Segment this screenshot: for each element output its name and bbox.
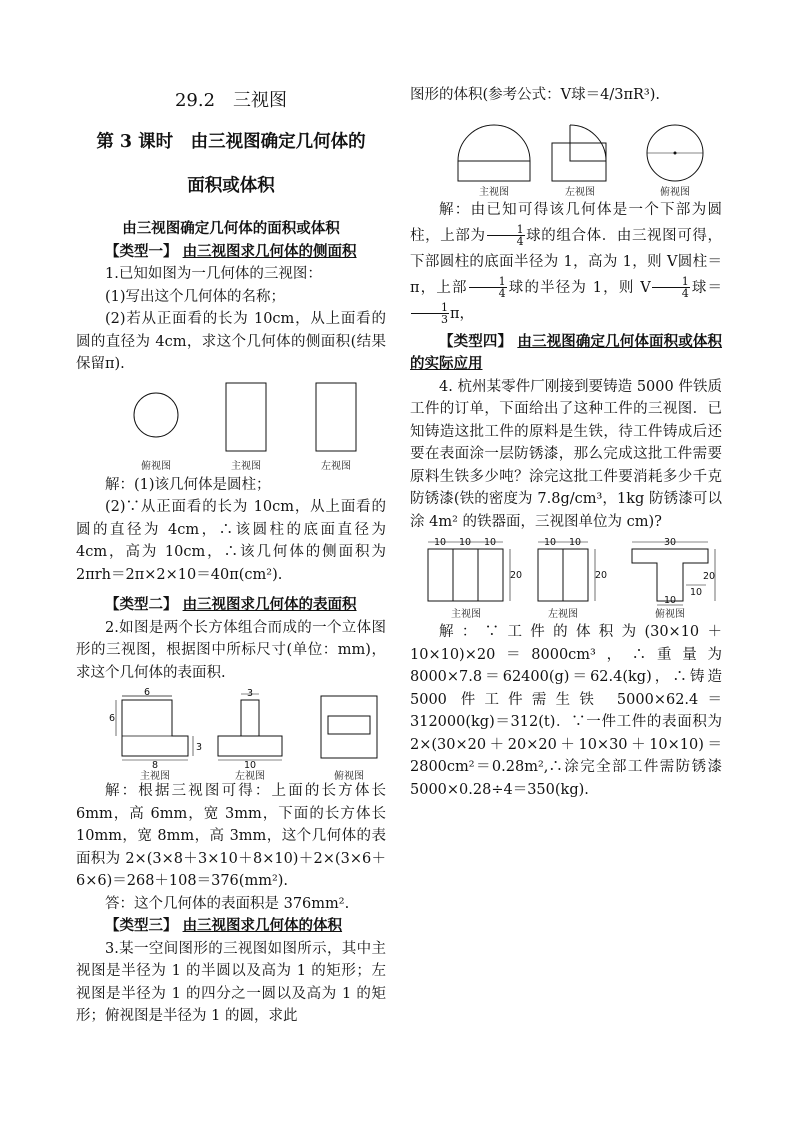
page-title: 29.2 三视图	[174, 90, 288, 111]
q4-dim-top-stem-width: 10	[663, 595, 677, 606]
q3-stem: 3.某一空间图形的三视图如图所示，其中主视图是半径为 1 的半圆以及高为 1 的矩形；左视图是半径为 1 的四分之一圆以及高为 1 的矩形；俯视图是半径为 1 的圆，求此	[76, 940, 386, 1024]
q3-caption-front: 主视图	[479, 186, 509, 197]
q3-stem-cont: 图形的体积(参考公式：V球＝4/3πR³).	[410, 87, 660, 103]
q4-front-view-rect	[428, 549, 503, 601]
q4-caption-side: 左视图	[548, 609, 578, 620]
q2-caption-top: 俯视图	[334, 771, 364, 780]
q1-stem: 1.已知如图为一几何体的三视图：	[105, 266, 322, 282]
q2-three-views-figure	[76, 688, 386, 780]
q1-solution-1: 解：(1)该几何体是圆柱；	[105, 476, 271, 493]
section-heading: 由三视图确定几何体的面积或体积	[122, 220, 340, 237]
lesson-title: 第 3 课时 由三视图确定几何体的	[96, 132, 366, 152]
q2-dim-bottom-length: 8	[151, 760, 159, 771]
q3-caption-side: 左视图	[565, 186, 595, 197]
type1-heading: 【类型一】 由三视图求几何体的侧面积	[105, 242, 357, 260]
q4-dim-top-depth: 20	[702, 571, 716, 582]
q1-part1: (1)写出这个几何体的名称；	[105, 288, 286, 305]
q4-dim-front-height: 20	[509, 570, 523, 581]
type4-heading: 【类型四】 由三视图确定几何体面积或体积的实际应用	[410, 332, 723, 372]
q2-front-view-shape	[122, 700, 188, 756]
q4-dim-d: 10	[543, 537, 557, 548]
q2-caption-front: 主视图	[140, 771, 170, 780]
q1-part2: (2)若从正面看的长为 10cm，从上面看的圆的直径为 4cm，求这个几何体的侧面积(结果保留π).	[76, 311, 386, 372]
type3-heading: 【类型三】 由三视图求几何体的体积	[105, 917, 343, 934]
q3-caption-top: 俯视图	[660, 186, 690, 197]
q4-stem: 4. 杭州某零件厂刚接到要铸造 5000 件铁质工件的订单，下面给出了这种工件的三视图．已知铸造这批工件的原料是生铁，待工件铸成后还要在表面涂一层防锈漆，那么完成这批工件需要原料生铁多少吨？涂完这批工件要消耗多少千克防锈漆(铁的密度为 7.8g/cm³，1kg 防锈漆可以涂 4m² 的铁器面，三视图单位为 cm)?	[410, 378, 722, 530]
q4-three-views-figure	[410, 537, 722, 621]
q2-dim-bottom-height: 3	[195, 742, 203, 753]
left-column	[76, 218, 386, 1028]
q2-stem: 2.如图是两个长方体组合而成的一个立体图形的三视图，根据图中所标尺寸(单位：mm)，求这个几何体的表面积.	[76, 619, 386, 681]
q4-dim-top-length: 30	[663, 537, 677, 548]
q2-answer: 答：这个几何体的表面积是 376mm².	[105, 895, 350, 912]
q1-three-views-figure	[76, 378, 386, 474]
q1-top-view-circle	[134, 393, 178, 437]
q4-dim-side-height: 20	[594, 570, 608, 581]
q2-dim-top-width: 6	[143, 688, 151, 698]
lesson-title-cont: 面积或体积	[187, 176, 275, 196]
q4-dim-c: 10	[483, 537, 497, 548]
q1-caption-side: 左视图	[321, 460, 351, 472]
q1-caption-front: 主视图	[231, 460, 261, 472]
q1-solution-2: (2)∵从正面看的长为 10cm，从上面看的圆的直径为 4cm，∴该圆柱的底面直径为 4cm，高为 10cm，∴该几何体的侧面积为 2πrh＝2π×2×10＝40π(cm²).	[76, 499, 386, 583]
type2-heading: 【类型二】 由三视图求几何体的表面积	[105, 596, 357, 613]
q3-front-view-rect	[458, 161, 530, 181]
q1-front-view-rect	[226, 383, 266, 451]
q3-side-view-rect	[552, 143, 606, 181]
right-column	[410, 84, 722, 801]
q2-top-view-outer	[321, 696, 377, 758]
q4-dim-e: 10	[568, 537, 582, 548]
q2-dim-bottom-width: 10	[243, 760, 257, 771]
q1-side-view-rect	[316, 383, 356, 451]
q3-front-view-semicircle	[458, 125, 530, 161]
q2-dim-top-height: 6	[108, 713, 116, 724]
q4-dim-a: 10	[433, 537, 447, 548]
q4-caption-front: 主视图	[451, 609, 481, 620]
q4-dim-b: 10	[458, 537, 472, 548]
q4-solution: 解：∵工件的体积为(30×10＋10×10)×20＝8000cm³，∴重量为 8000×7.8＝62400(g)＝62.4(kg)，∴铸造 5000 件工件需生铁 5000×62.4＝312000(kg)＝312(t)．∵一件工件的表面积为 2×(30×20＋20×20＋10×30＋10×10)＝2800cm²＝0.28m²,∴涂完全部工件需防锈漆 5000×0.28÷4＝350(kg).	[410, 624, 722, 798]
q2-caption-side: 左视图	[235, 771, 265, 780]
q2-solution: 解：根据三视图可得：上面的长方体长 6mm，高 6mm，宽 3mm，下面的长方体长 10mm，宽 8mm，高 3mm，这个几何体的表面积为 2×(3×8＋3×10＋8×10)＋2×(3×6＋6×6)＝268＋108＝376(mm²).	[76, 783, 386, 889]
q4-caption-top: 俯视图	[655, 609, 685, 620]
q1-caption-top: 俯视图	[141, 460, 171, 472]
q2-side-view-lower	[218, 736, 282, 756]
q4-dim-top-stem-depth: 10	[689, 587, 703, 598]
q2-dim-top-depth: 3	[246, 688, 254, 699]
q2-top-view-inner	[328, 716, 370, 734]
q3-solution: 解：由已知可得该几何体是一个下部为圆柱，上部为 $\frac{1}{4}$ 球的组合体．由三视图可得，下部圆柱的底面半径为 1，高为 1，则 V圆柱＝π，上部 $\frac{1}{4}$ 球的半径为 1，则 V $\frac{1}{4}$ 球＝ $\frac{1}{3}$ π，	[410, 201, 723, 326]
q2-side-view-upper	[241, 700, 259, 736]
q3-three-views-figure	[410, 115, 722, 197]
